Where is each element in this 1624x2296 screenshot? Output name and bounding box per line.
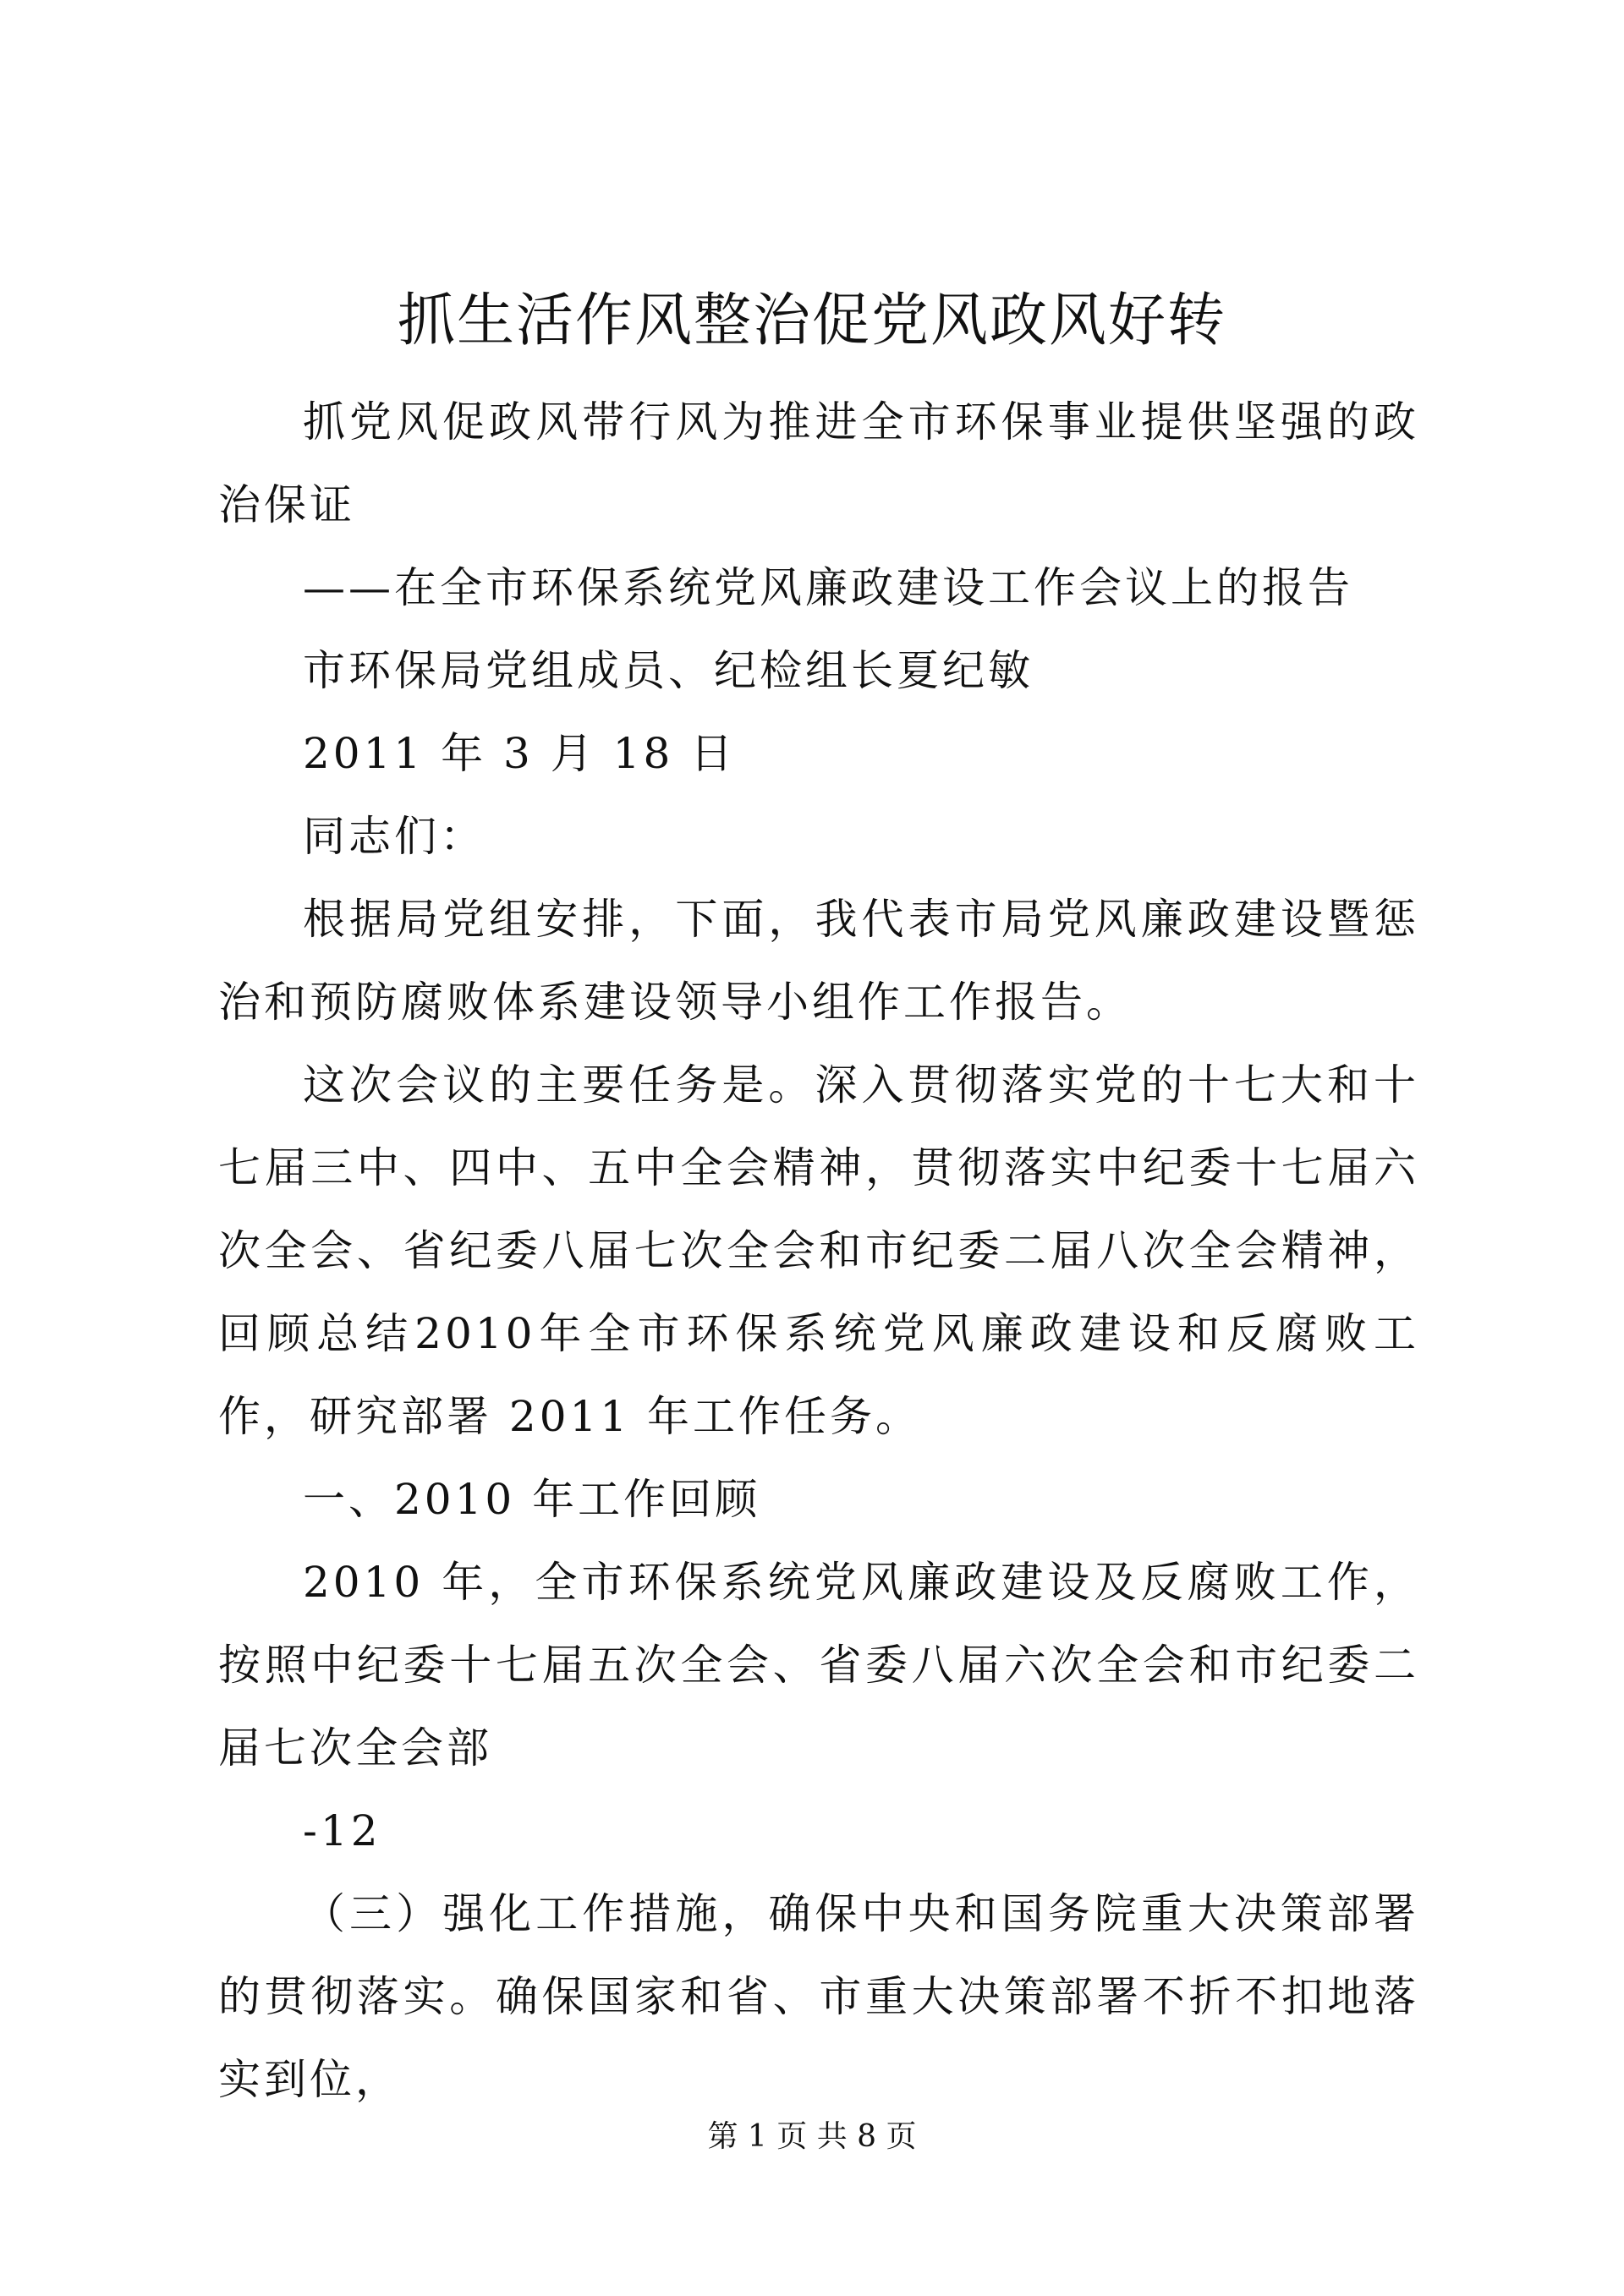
paragraph-salutation: 同志们： bbox=[303, 812, 486, 861]
paragraph-review: 2010 年，全市环保系统党风廉政建设及反腐败工作，按照中纪委十七届五次全会、省委八届六次全会和市纪委二届七次全会部 bbox=[218, 1558, 1419, 1773]
paragraph-measures: （三）强化工作措施，确保中央和国务院重大决策部署的贯彻落实。确保国家和省、市重大决策部署不折不扣地落实到位， bbox=[218, 1889, 1419, 2104]
paragraph-subtitle: 抓党风促政风带行风为推进全市环保事业提供坚强的政治保证 bbox=[218, 397, 1419, 529]
section-heading: 一、2010 年工作回顾 bbox=[303, 1475, 761, 1524]
page-footer: 第 1 页 共 8 页 bbox=[707, 2119, 917, 2154]
paragraph-date: 2011 年 3 月 18 日 bbox=[303, 729, 737, 778]
paragraph-task: 这次会议的主要任务是。深入贯彻落实党的十七大和十七届三中、四中、五中全会精神，贯彻落实中纪委十七届六次全会、省纪委八届七次全会和市纪委二届八次全会精神，回顾总结2010年全市环保系统党风廉政建设和反腐败工作，研究部署 2011 年工作任务。 bbox=[218, 1060, 1419, 1441]
page-marker: -12 bbox=[303, 1806, 381, 1855]
paragraph-meeting: ——在全市环保系统党风廉政建设工作会议上的报告 bbox=[303, 563, 1353, 612]
paragraph-intro: 根据局党组安排，下面，我代表市局党风廉政建设暨惩治和预防腐败体系建设领导小组作工作报告。 bbox=[218, 895, 1419, 1027]
document-title: 抓生活作风整治促党风政风好转 bbox=[397, 288, 1226, 354]
document-body bbox=[218, 381, 1419, 2121]
paragraph-author: 市环保局党组成员、纪检组长夏纪敏 bbox=[303, 646, 1034, 695]
